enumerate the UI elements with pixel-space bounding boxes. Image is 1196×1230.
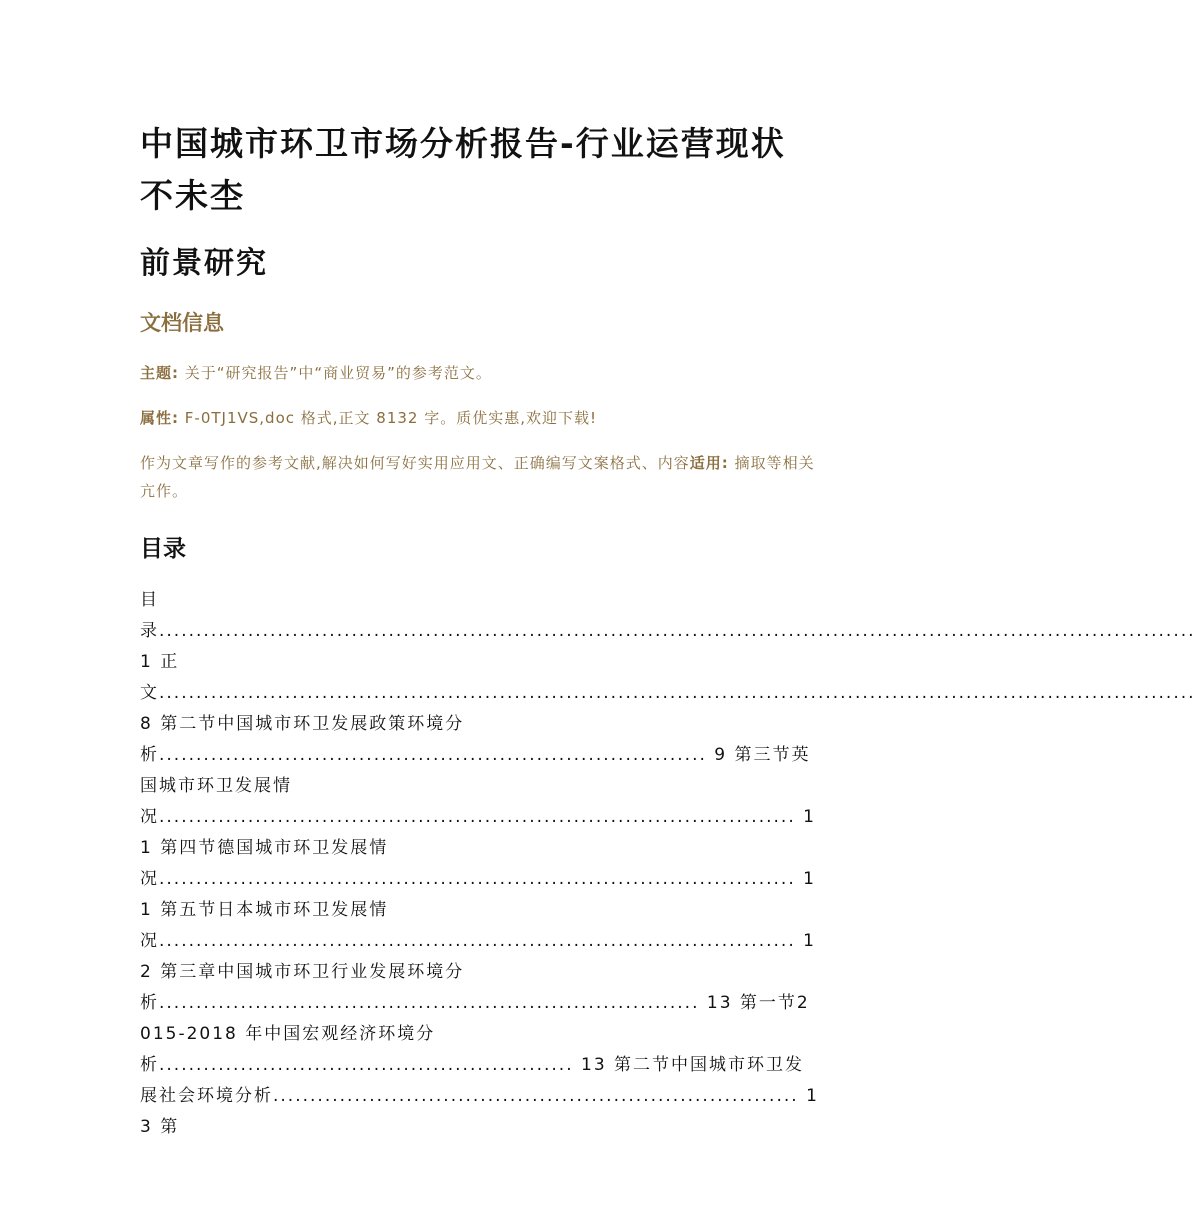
document-subtitle: 前景研究 (140, 246, 268, 281)
toc-heading: 目录 (140, 536, 186, 562)
doc-usage-line (140, 449, 820, 505)
attribute-value: F-0TJ1VS,doc 格式,正文 8132 字。质优实惠,欢迎下载! (184, 409, 598, 427)
usage-label: 适用: (689, 454, 729, 472)
document-title: 中国城市环卫市场分析报告-行业运营现状不未杢 (140, 124, 786, 215)
doc-attribute-line (140, 404, 820, 432)
topic-value: 关于“研究报告”中“商业贸易”的参考范文。 (184, 364, 492, 382)
attribute-label: 属性: (140, 409, 179, 427)
toc-body: 目录............................................................................................................................................ 1 正文............................................................................................................................................ 8 第二节中国城市环卫发展政策环境分析.......................................................................... 9 第三节英国城市环卫发展情况...................................................................................... 11 第四节德国城市环卫发展情况...................................................................................... 11 第五节日本城市环卫发展情况...................................................................................... 12 第三章中国城市环卫行业发展环境分析......................................................................... 13 第一节2015-2018 年中国宏观经济环境分析........................................................ 13 第二节中国城市环卫发展社会环境分析....................................................................... 13 第 (140, 590, 1196, 1137)
topic-label: 主题: (140, 364, 179, 382)
doc-topic-line (140, 359, 820, 387)
document-page (140, 118, 1196, 1143)
doc-info-heading: 文档信息 (140, 311, 224, 335)
usage-suffix: 摘取等相关亢作。 (140, 454, 815, 500)
usage-prefix: 作为文章写作的参考文献,解决如何写好实用应用文、正确编写文案格式、内容 (140, 454, 690, 472)
